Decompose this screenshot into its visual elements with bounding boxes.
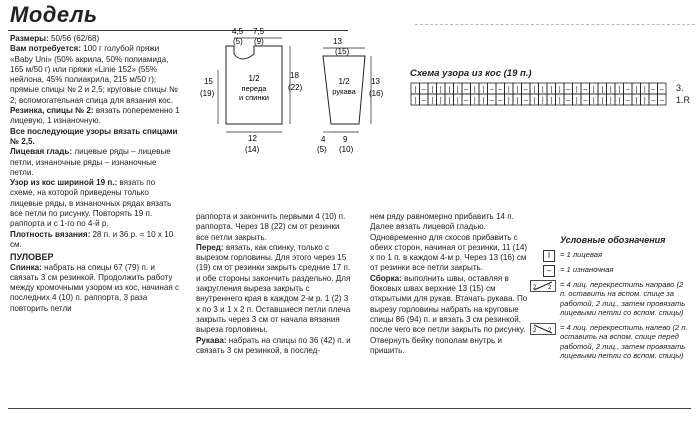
schema-cell-symbol: |	[575, 97, 578, 105]
legend-cross-left-text: = 4 лиц. перекрестить налево (2 п. оставить на вспом. спице перед работой, 2 лиц., затем провязать лицевыми петли со вспом. спицы)	[560, 323, 688, 361]
schema-cell-symbol: |	[550, 86, 553, 94]
schema-cell-symbol: |	[601, 86, 604, 94]
schema-cell-symbol: |	[618, 97, 621, 105]
col3-continuation: нем ряду равномерно прибавить 14 п. Далее вязать лицевой гладью. Одновременно для скосов прибавить с обеих сторон, начиная от резинки, 11 (14) х по 1 п. в каждом 4-м р. Через 13 (16) см от резинки все петли закрыть.	[370, 212, 528, 273]
column-2	[196, 212, 354, 356]
sleeve-dim-d: 9	[343, 135, 348, 144]
front-dim-a2: (5)	[233, 37, 243, 46]
legend-knit-text: = 1 лицевая	[560, 250, 603, 259]
need-text: 100 г голубой пряжи «Baby Uni» (50% акрила, 50% полиамида, 165 м/50 г) или пряжи «Linie 152» (55% нейлона, 45% полиакрила, 215 м/50 г); прямые спицы № 2 и 2,5; круговые спицы № 2; вспомогательная спица для вязания кос.	[10, 44, 178, 105]
schema-cell-symbol: |	[507, 86, 510, 94]
schema-cell-symbol: –	[651, 97, 656, 105]
schema-cell-symbol: |	[456, 86, 459, 94]
schema-cell-symbol: –	[464, 97, 469, 105]
schema-cell-symbol: |	[550, 97, 553, 105]
sleeve-label: Рукава:	[196, 335, 227, 345]
sleeve-dim-b: 13	[371, 77, 380, 86]
legend-purl-symbol: –	[543, 265, 555, 277]
svg-text:2: 2	[533, 328, 537, 334]
sleeve-dim-a: 13	[333, 37, 342, 46]
front-dim-b2: (9)	[254, 37, 264, 46]
schema-cell-symbol: |	[439, 86, 442, 94]
sleeve-dim-d2: (10)	[339, 145, 354, 154]
schema-cell-symbol: –	[523, 97, 528, 105]
legend-cross-left-symbol	[530, 323, 556, 335]
pullover-heading: ПУЛОВЕР	[10, 252, 54, 263]
schema-cell-symbol: |	[643, 86, 646, 94]
legend-cross-right-symbol	[530, 280, 556, 292]
schema-cell-symbol: –	[625, 97, 630, 105]
faded-rule	[415, 24, 695, 25]
schema-cell-symbol: |	[516, 86, 519, 94]
schema-cell-symbol: |	[473, 86, 476, 94]
cable-text: вязать по схеме, на которой приведены только лицевые ряды, в изнаночных рядах вязать все петли по рисунку. Повторять 19 п. раппорта и с 1-го по 4-й р.	[10, 178, 172, 229]
front-dim-d2: (22)	[288, 83, 303, 92]
sleeve-label-2: рукава	[332, 87, 356, 96]
front-dim-c: 15	[204, 77, 213, 86]
schema-cell-symbol: –	[566, 97, 571, 105]
schema-cell-symbol: |	[558, 86, 561, 94]
schema-cell-symbol: –	[625, 86, 630, 94]
schema-cell-symbol: |	[414, 86, 417, 94]
svg-text:2: 2	[548, 285, 552, 291]
schema-cell-symbol: –	[523, 86, 528, 94]
rib-label: Резинка, спицы № 2:	[10, 106, 94, 116]
need-label: Вам потребуется:	[10, 44, 81, 54]
sleeve-pattern-diagram	[315, 36, 390, 154]
front-dim-a: 4,5	[232, 27, 244, 36]
sleeve-label: 1/2	[338, 77, 350, 86]
schema-cell-symbol: |	[601, 97, 604, 105]
schema-title: Схема узора из кос (19 п.)	[410, 68, 532, 79]
front-label: Перед:	[196, 242, 224, 252]
schema-cell-symbol: |	[516, 97, 519, 105]
schema-cell-symbol: |	[533, 86, 536, 94]
rib-text: вязать попеременно 1 лицевую, 1 изнаночную.	[10, 106, 180, 126]
sleeve-dim-a2: (15)	[335, 47, 350, 56]
schema-cell-symbol: –	[421, 86, 426, 94]
sleeve-dim-b2: (16)	[369, 89, 384, 98]
back-label: Спинка:	[10, 262, 42, 272]
schema-cell-symbol: –	[498, 86, 503, 94]
schema-cell-symbol: –	[489, 97, 494, 105]
front-dim-e2: (14)	[245, 145, 260, 154]
col2-continuation: раппорта и закончить первыми 4 (10) п. раппорта. Через 18 (22) см от резинки все петли закрыть.	[196, 212, 346, 242]
schema-row-3: 3.	[676, 83, 684, 93]
sizes-value: 50/56 (62/68)	[51, 34, 100, 43]
sizes-label: Размеры:	[10, 34, 49, 43]
schema-cell-symbol: |	[448, 97, 451, 105]
schema-cell-symbol: –	[566, 86, 571, 94]
sleeve-dim-c2: (5)	[317, 145, 327, 154]
legend-title: Условные обозначения	[560, 235, 666, 245]
schema-cell-symbol: –	[421, 97, 426, 105]
schema-cell-symbol: |	[592, 97, 595, 105]
legend-purl-text: = 1 изнаночная	[560, 265, 614, 274]
schema-cell-symbol: |	[558, 97, 561, 105]
schema-cell-symbol: |	[482, 86, 485, 94]
schema-cell-symbol: –	[498, 97, 503, 105]
schema-cell-symbol: –	[583, 86, 588, 94]
page-title: Модель	[10, 2, 98, 27]
schema-cell-symbol: |	[592, 86, 595, 94]
front-dim-b: 7,5	[253, 27, 265, 36]
sleeve-text: набрать на спицы по 36 (42) п. и связать 3 см резинкой, в послед-	[196, 335, 351, 355]
schema-cell-symbol: –	[659, 97, 664, 105]
schema-cell-symbol: |	[541, 97, 544, 105]
stockinette-text: лицевые ряды – лицевые петли, изнаночные ряды – изнаночные петли.	[10, 147, 171, 177]
schema-cell-symbol: |	[575, 86, 578, 94]
schema-cell-symbol: |	[431, 86, 434, 94]
stockinette-label: Лицевая гладь:	[10, 147, 73, 157]
schema-cell-symbol: –	[489, 86, 494, 94]
density-text: 28 п. и 36 р. = 10 х 10 см.	[10, 229, 174, 249]
schema-cell-symbol: |	[618, 86, 621, 94]
schema-cell-symbol: |	[431, 97, 434, 105]
cable-schema-grid	[410, 82, 670, 108]
back-text: набрать на спицы 67 (79) п. и связать 3 см резинкой. Продолжить работу между кромочными узором из кос, начиная с последних 4 (10) п. раппорта, 3 раза повторить петли	[10, 262, 180, 313]
schema-cell-symbol: |	[635, 97, 638, 105]
front-dim-d: 18	[290, 71, 299, 80]
schema-cell-symbol: |	[643, 97, 646, 105]
front-label-2: переда	[241, 84, 267, 93]
column-1	[10, 34, 180, 314]
schema-cell-symbol: |	[635, 86, 638, 94]
schema-cell-symbol: |	[541, 86, 544, 94]
schema-cell-symbol: |	[609, 97, 612, 105]
svg-text:2: 2	[533, 285, 537, 291]
schema-cell-symbol: |	[456, 97, 459, 105]
assembly-text: выполнить швы, оставляя в боковых швах верхние 13 (15) см открытыми для рукав. Втачать рукава. По вырезу горловины набрать на круговые спицы 86 (94) п. и вязать 3 см резинкой, после чего все петли закрыть по рисунку. Отвернуть бейку пополам внутрь и пришить.	[370, 273, 528, 355]
bottom-rule	[8, 408, 691, 409]
schema-cell-symbol: –	[651, 86, 656, 94]
schema-cell-symbol: –	[583, 97, 588, 105]
schema-cell-symbol: |	[439, 97, 442, 105]
column-3	[370, 212, 528, 356]
sleeve-dim-c: 4	[321, 135, 326, 144]
schema-cell-symbol: |	[533, 97, 536, 105]
front-dim-e: 12	[248, 134, 257, 143]
schema-row-1: 1.R	[676, 95, 691, 105]
schema-cell-symbol: |	[609, 86, 612, 94]
density-label: Плотность вязания:	[10, 229, 91, 239]
schema-cell-symbol: |	[473, 97, 476, 105]
schema-cell-symbol: |	[448, 86, 451, 94]
legend-knit-symbol: I	[543, 250, 555, 262]
svg-text:2: 2	[548, 328, 552, 334]
schema-cell-symbol: |	[414, 97, 417, 105]
front-back-pattern-diagram	[196, 26, 311, 154]
schema-cell-symbol: –	[464, 86, 469, 94]
front-text: вязать, как спинку, только с вырезом горловины. Для этого через 15 (19) см от резинки закрыть средние 17 п. и обе стороны закончить раздельно. Для закругления выреза закрыть с внутреннего края в каждом 2-м р. 1 (2) 3 х по 3 и 1 х 2 п. Оставшиеся петли плеча закрыть через 3 см от начала вязания выреза горловины.	[196, 242, 351, 335]
legend-cross-right-text: = 4 лиц. перекрестить направо (2 п. оставить на вспом. спице за работой, 2 лиц., затем провязать лицевыми петли со вспом. спицы)	[560, 280, 686, 318]
all-patterns-note: Все последующие узоры вязать спицами № 2,5.	[10, 126, 178, 146]
front-label-3: и спинки	[239, 93, 269, 102]
front-label: 1/2	[248, 74, 260, 83]
schema-cell-symbol: |	[507, 97, 510, 105]
assembly-label: Сборка:	[370, 273, 402, 283]
cable-label: Узор из кос шириной 19 п.:	[10, 178, 118, 188]
schema-cell-symbol: –	[659, 86, 664, 94]
schema-cell-symbol: |	[482, 97, 485, 105]
front-dim-c2: (19)	[200, 89, 215, 98]
